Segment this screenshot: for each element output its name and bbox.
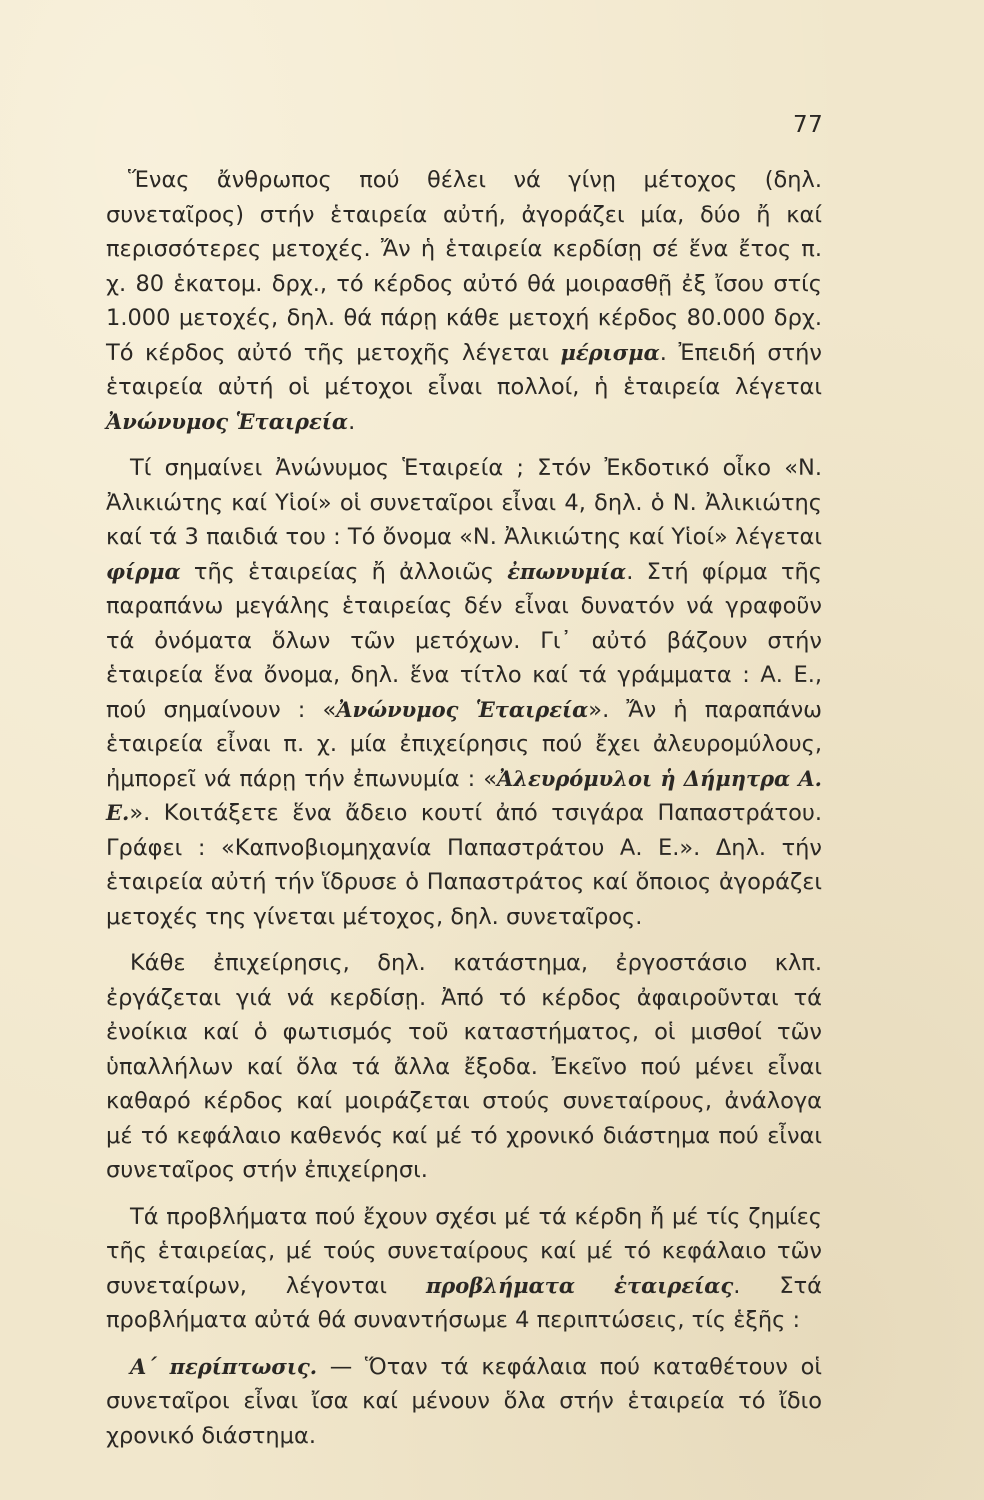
paragraph-text: Κάθε ἐπιχείρησις, δηλ. κατάστημα, ἐργοστάσιο κλπ. ἐργάζεται γιά νά κερδίσῃ. Ἀπό τό κέρδος ἀφαιροῦνται τά ἐνοίκια καί ὁ φωτισμός τοῦ καταστήματος, οἱ μισθοί τῶν ὑπαλλήλων καί ὅλα τά ἄλλα ἔξοδα. Ἐκεῖνο πού μένει εἶναι καθαρό κέρδος καί μοιράζεται στούς συνεταίρους, ἀνάλογα μέ τό κεφάλαιο καθενός καί μέ τό χρονικό διάστημα πού εἶναι συνεταῖρος στήν ἐπιχείρησι. (106, 950, 822, 1183)
paragraph-text: . Ἐπειδή στήν ἑταιρεία αὐτή οἱ μέτοχοι εἶναι πολλοί, ἡ ἑταιρεία λέγεται (106, 339, 822, 400)
paragraph-text: ». Κοιτάξετε ἕνα ἄδειο κουτί ἀπό τσιγάρα Παπαστράτου. Γράφει : «Καπνοβιομηχανία Παπαστράτου Α. Ε.». Δηλ. τήν ἑταιρεία αὐτή τήν ἵδρυσε ὁ Παπαστράτος καί ὅποιος ἀγοράζει μετοχές της γίνεται μέτοχος, δηλ. συνεταῖρος. (106, 800, 822, 930)
paragraph-text: — Ὅταν τά κεφάλαια πού καταθέτουν οἱ συνεταῖροι εἶναι ἴσα καί μένουν ὅλα στήν ἑταιρεία τό ἴδιο χρονικό διάστημα. (106, 1353, 823, 1449)
paragraph-text: τῆς ἑταιρείας ἤ ἀλλοιῶς (193, 558, 495, 585)
term-anonymous-company: Ἀνώνυμος Ἑταιρεία (106, 408, 349, 434)
paragraph-text: . Στή φίρμα τῆς παραπάνω μεγάλης ἑταιρείας δέν εἶναι δυνατόν νά γραφοῦν τά ὀνόματα ὅλων τῶν μετόχων. Γι᾿ αὐτό βάζουν στήν ἑταιρεία ἕνα ὄνομα, δηλ. ἕνα τίτλο καί τά γράμματα : Α. Ε., πού σημαίνουν : « (106, 558, 822, 723)
paragraph-net-profit (106, 946, 822, 1188)
paragraph-text: Τί σημαίνει Ἀνώνυμος Ἑταιρεία ; Στόν Ἐκδοτικό οἶκο «Ν. Ἀλικιώτης καί Υἱοί» οἱ συνεταῖροι εἶναι 4, δηλ. ὁ Ν. Ἀλικιώτης καί τά 3 παιδιά του : Τό ὄνομα «Ν. Ἀλικιώτης καί Υἱοί» λέγεται (106, 455, 822, 550)
paragraph-text: . (348, 408, 356, 435)
paragraph-text: . Στά προβλήματα αὐτά θά συναντήσωμε 4 περιπτώσεις, τίς ἑξῆς : (106, 1272, 822, 1333)
body-text (106, 163, 822, 1465)
term-trade-name: ἐπωνυμία (507, 558, 627, 584)
term-company-problems: προβλήματα ἑταιρείας (425, 1272, 734, 1298)
paragraph-company-name (106, 451, 822, 934)
paragraph-text: Τά προβλήματα πού ἔχουν σχέσι μέ τά κέρδη ἤ μέ τίς ζημίες τῆς ἑταιρείας, μέ τούς συνεταίρους καί μέ τό κεφάλαιο τῶν συνεταίρων, λέγονται (106, 1203, 822, 1299)
term-anonymous-company-quoted: Ἀνώνυμος Ἑταιρεία (336, 696, 589, 722)
paragraph-case-a (106, 1350, 822, 1454)
paragraph-text: Ἕνας ἄνθρωπος πού θέλει νά γίνῃ μέτοχος (δηλ. συνεταῖρος) στήν ἑταιρεία αὐτή, ἀγοράζει μία, δύο ἤ καί περισσότερες μετοχές. Ἄν ἡ ἑταιρεία κερδίσῃ σέ ἕνα ἔτος π. χ. 80 ἑκατομ. δρχ., τό κέρδος αὐτό θά μοιρασθῇ ἐξ ἴσου στίς 1.000 μετοχές, δηλ. θά πάρῃ κάθε μετοχή κέρδος 80.000 δρχ. Τό κέρδος αὐτό τῆς μετοχῆς λέγεται (106, 167, 822, 366)
paragraph-company-problems (106, 1200, 822, 1338)
paragraph-text: ». Ἄν ἡ παραπάνω ἑταιρεία εἶναι π. χ. μία ἐπιχείρησις πού ἔχει ἀλευρομύλους, ἠμπορεῖ νά πάρῃ τήν ἐπωνυμία : « (106, 696, 822, 792)
case-heading: Α΄ περίπτωσις. (130, 1353, 318, 1379)
term-dividend: μέρισμα (560, 339, 660, 365)
paragraph-shares-and-dividend (106, 163, 822, 439)
page-number: 77 (793, 112, 824, 138)
term-firm: φίρμα (106, 558, 181, 584)
term-example-company: Ἀλευρόμυλοι ἡ Δήμητρα Α. Ε. (106, 765, 822, 825)
